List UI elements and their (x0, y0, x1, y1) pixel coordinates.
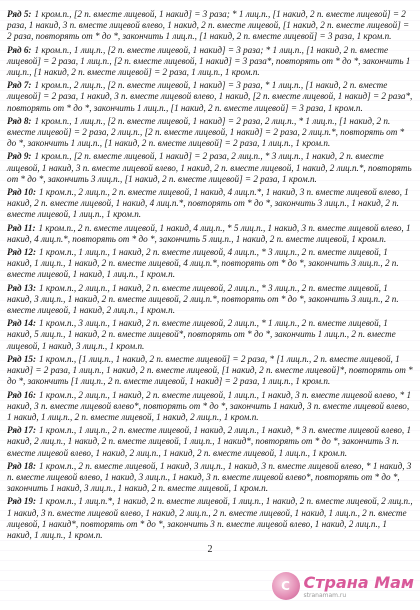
row-label: Ряд 13: (7, 282, 37, 293)
pattern-row (7, 496, 413, 541)
row-text: 1 кром.п., 1 лиц.п., [2 п. вместе лицевой, 1 накид] = 2 раза, 2 лиц.п., * 1 лиц.п., [1 накид, 2 п. вместе лицевой] = 2 раза, 2 лиц.п., [2 п. вместе лицевой, 1 накид] = 2 раза, 2 лиц.п.*, повторять от * до *, закончить 1 лиц.п., [1 накид, 2 п. вместе лицевой] = 2 раза, 1 лиц.п., 1 кром.п. (7, 115, 405, 149)
row-text: 1 кром.п., [1 лиц.п., 1 накид, 2 п. вместе лицевой] = 2 раза, * [1 лиц.п., 2 п. вместе лицевой, 1 накид] = 2 раза, 1 лиц.п., 1 накид, 2 п. вместе лицевой, [1 накид, 2 п. вместе лицевой]*, повторять от * до *, закончить [1 лиц.п., 2 п. вместе лицевой, 1 накид] = 2 раза, 1 лиц.п., 1 кром.п. (7, 353, 413, 387)
pattern-row (7, 283, 413, 317)
row-text: 1 кром.п., 2 лиц.п., 1 накид, 2 п. вместе лицевой, 2 лиц.п., * 3 лиц.п., 2 п. вместе лицевой, 1 накид, 3 лиц.п., 1 накид, 2 п. вместе лицевой, 2 лиц.п.*, повторять от * до *, закончить 3 лиц.п., 2 п. вместе лицевой, 1 накид, 2 лиц.п., 1 кром.п. (7, 282, 399, 316)
watermark-logo-letter: С (281, 579, 290, 593)
pattern-row (7, 45, 413, 79)
watermark-logo-icon (272, 572, 300, 600)
watermark-site-sub: stranamam.ru (303, 592, 347, 599)
row-text: 1 кром.п., 2 п. вместе лицевой, 1 накид, 4 лиц.п., * 5 лиц.п., 1 накид, 3 п. вместе лицевой влево, 1 накид, 4 лиц.п.*, повторять от * до *, закончить 5 лиц.п., 1 накид, 2 п. вместе лицевой, 1 кром.п. (7, 222, 411, 244)
pattern-row (7, 390, 413, 424)
row-text: 1 кром.п., 2 лиц.п., [2 п. вместе лицевой, 1 накид] = 3 раза, * 1 лиц.п., [1 накид, 2 п. вместе лицевой] = 2 раза, 1 накид, 3 п. вместе лицевой влево, 1 накид, [2 п. вместе лицевой, 1 накид] = 2 раза*, повторять от * до *, закончить 1 лиц.п., [1 накид, 2 п. вместе лицевой] = 3 раза, 1 кром.п. (7, 80, 413, 113)
pattern-row (7, 151, 413, 185)
row-text: 1 кром.п., 2 лиц.п., 1 накид, 2 п. вместе лицевой, 1 лиц.п., 1 накид, 3 п. вместе лицевой влево, * 1 накид, 3 п. вместе лицевой влево*, повторять от * до *, закончить 1 накид, 3 п. вместе лицевой влево, 1 накид, 1 лиц.п., 2 п. вместе лицевой, 1 накид, 2 лиц.п., 1 кром.п. (7, 389, 412, 422)
row-label: Ряд 8: (7, 115, 32, 126)
pattern-row (7, 80, 413, 114)
row-text: 1 кром.п., [2 п. вместе лицевой, 1 накид] = 3 раза; * 1 лиц.п., [1 накид, 2 п. вместе лицевой] = 2 раза, 1 накид, 3 п. вместе лицевой влево, 1 накид, 2 п. вместе лицевой, [1 накид, 2 п. вместе лицевой] = 2 раза, повторять от * до *, закончить 1 лиц.п., [1 накид, 2 п. вместе лицевой] = 3 раза, 1 кром.п. (7, 9, 410, 42)
row-label: Ряд 15: (7, 353, 37, 364)
row-text: 1 кром.п., 1 лиц.п.*, 1 накид, 2 п. вместе лицевой, 1 лиц.п., 1 накид, 2 п. вместе лицевой, 2 лиц.п., 1 накид, 3 п. вместе лицевой влево, 1 накид, 2 лиц.п., 2 п. вместе лицевой, 1 накид, 1 лиц.п., 2 п. вместе лицевой, 1 накид*, повторять от * до *, закончить 3 п. вместе лицевой влево, 1 накид, 2 лиц.п., 1 накид, 1 лиц.п., 1 кром.п. (7, 496, 413, 540)
row-label: Ряд 6: (7, 44, 32, 55)
row-label: Ряд 5: (7, 9, 32, 19)
row-label: Ряд 12: (7, 247, 37, 258)
row-text: 1 кром.п., [2 п. вместе лицевой, 1 накид] = 2 раза, 2 лиц.п., * 3 лиц.п., 1 накид, 2 п. вместе лицевой, 1 накид, 3 п. вместе лицевой влево, 1 накид, 2 п. вместе лицевой, 1 накид, 2 лиц.п.*, повторять от * до *, закончить 3 лиц.п., [1 накид, 2 п. вместе лицевой] = 2 раза, 1 кром.п. (7, 151, 412, 184)
pattern-row (7, 354, 413, 388)
pattern-row (7, 187, 413, 221)
pattern-row (7, 425, 413, 459)
row-label: Ряд 16: (7, 389, 37, 400)
pattern-row (7, 9, 413, 43)
row-text: 1 кром.п., 3 лиц.п., 1 накид, 2 п. вместе лицевой, 2 лиц.п., * 1 лиц.п., 2 п. вместе лицевой, 1 накид, 5 лиц.п., 1 накид, 2 п. вместе лицевой*, повторять от * до *, закончить 1 лиц.п., 2 п. вместе лицевой, 1 накид, 3 лиц.п., 1 кром.п. (7, 318, 396, 351)
site-watermark (272, 572, 414, 600)
row-label: Ряд 14: (7, 318, 37, 329)
row-label: Ряд 9: (7, 151, 32, 162)
row-label: Ряд 10: (7, 187, 37, 198)
row-text: 1 кром.п., 1 лиц.п., [2 п. вместе лицевой, 1 накид] = 3 раза; * 1 лиц.п., [1 накид, 2 п. вместе лицевой] = 2 раза, 1 лиц.п., [2 п. вместе лицевой, 1 накид] = 3 раза*, повторять от * до *, закончить 1 лиц.п., [1 накид, 2 п. вместе лицевой] = 2 раза, 1 лиц.п., 1 кром.п. (7, 44, 411, 78)
row-text: 1 кром.п., 2 п. вместе лицевой, 1 накид, 3 лиц.п., 1 накид, 3 п. вместе лицевой влево, * 1 накид, 3 п. вместе лицевой влево, 1 накид, 3 лиц.п., 1 накид, 3 п. вместе лицевой влево*, повторять от * до *, закончить 1 накид, 3 лиц.п., 1 накид, 2 п. вместе лицевой, 1 кром.п. (7, 460, 412, 494)
row-label: Ряд 7: (7, 80, 32, 91)
row-text: 1 кром.п., 1 лиц.п., 1 накид, 2 п. вместе лицевой, 4 лиц.п., * 3 лиц.п., 2 п. вместе лицевой, 1 накид, 1 лиц.п., 1 накид, 2 п. вместе лицевой, 4 лиц.п.*, повторять от * до *, закончить 3 лиц.п., 2 п. вместе лицевой, 1 накид, 1 лиц.п., 1 кром.п. (7, 247, 399, 280)
pattern-row (7, 247, 413, 281)
pattern-row (7, 116, 413, 150)
watermark-name-text: Страна Мам (303, 573, 414, 592)
row-label: Ряд 11: (7, 222, 36, 233)
pattern-row (7, 223, 413, 245)
row-label: Ряд 17: (7, 425, 37, 436)
pattern-row (7, 318, 413, 352)
page-number: 2 (207, 544, 213, 555)
row-label: Ряд 18: (7, 460, 37, 471)
pattern-row (7, 461, 413, 495)
pattern-rows (7, 9, 413, 543)
row-text: 1 кром.п., 2 лиц.п., 2 п. вместе лицевой, 1 накид, 4 лиц.п.*, 1 накид, 3 п. вместе лицевой влево, 1 накид, 2 п. вместе лицевой, 1 накид, 4 лиц.п.*, повторять от * до *, закончить 3 лиц.п., 1 накид, 2 п. вместе лицевой, 1 лиц.п., 1 кром.п. (7, 187, 409, 220)
row-label: Ряд 19: (7, 496, 37, 507)
row-text: 1 кром.п., 1 лиц.п., 2 п. вместе лицевой, 1 накид, 2 лиц.п., 1 накид, * 3 п. вместе лицевой влево, 1 накид, 2 лиц.п., 1 накид, 2 п. вместе лицевой, 1 лиц.п., 1 накид*, повторять от * до *, закончить 3 п. вместе лицевой влево, 1 накид, 2 лиц.п., 1 накид, 2 п. вместе лицевой, 1 лиц.п., 1 кром.п. (7, 425, 412, 458)
watermark-site-name (304, 573, 414, 599)
